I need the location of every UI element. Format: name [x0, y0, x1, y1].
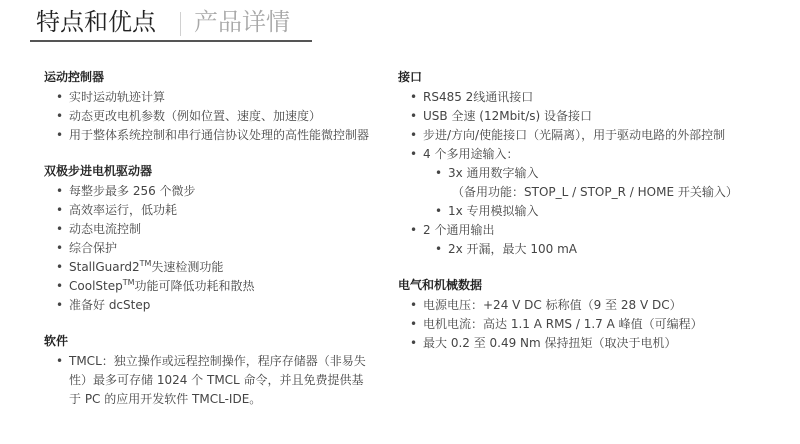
- section-title: 运动控制器: [44, 70, 105, 84]
- right-column: [398, 68, 738, 370]
- section-title: 双极步进电机驱动器: [44, 164, 153, 178]
- feature-list: [398, 296, 738, 353]
- list-item: • USB 全速 (12Mbit/s) 设备接口: [398, 107, 738, 126]
- tab-bar: [0, 0, 800, 44]
- tab-features[interactable]: 特点和优点: [36, 8, 156, 36]
- section-software: [44, 332, 374, 409]
- item-note: （备用功能：STOP_L / STOP_R / HOME 开关输入）: [452, 185, 738, 199]
- brand-name: CoolStep: [69, 279, 123, 293]
- active-tab-underline: [30, 40, 312, 42]
- list-item: • 电机电流：高达 1.1 A RMS / 1.7 A 峰值（可编程）: [398, 315, 738, 334]
- sub-list-item: • 1x 专用模拟输入: [423, 202, 738, 221]
- item-text: 3x 通用数字输入: [448, 166, 539, 180]
- feature-list: [44, 182, 374, 315]
- section-motion-controller: [44, 68, 374, 145]
- list-item: • 实时运动轨迹计算: [44, 88, 374, 107]
- feature-list: [44, 88, 374, 145]
- list-item: • 综合保护: [44, 239, 374, 258]
- list-item-stallguard: [44, 258, 374, 277]
- section-title: 软件: [44, 334, 69, 348]
- sub-list: [423, 164, 738, 221]
- item-text: 失速检测功能: [151, 260, 224, 274]
- feature-list: [44, 352, 374, 409]
- list-item-coolstep: [44, 277, 374, 296]
- section-interface: [398, 68, 738, 259]
- item-text: 功能可降低功耗和散热: [134, 279, 255, 293]
- list-item: • 准备好 dcStep: [44, 296, 374, 315]
- list-item-outputs: [398, 221, 738, 259]
- list-item: • 动态电流控制: [44, 220, 374, 239]
- list-item: • 每整步最多 256 个微步: [44, 182, 374, 201]
- brand-name: StallGuard2: [69, 260, 140, 274]
- section-title: 接口: [398, 70, 423, 84]
- list-item: • 用于整体系统控制和串行通信协议处理的高性能微控制器: [44, 126, 374, 145]
- section-title: 电气和机械数据: [398, 278, 483, 292]
- item-text: 2 个通用输出: [423, 223, 495, 237]
- tab-product-details[interactable]: 产品详情: [194, 8, 290, 36]
- trademark-mark: TM: [139, 259, 152, 268]
- trademark-mark: TM: [122, 278, 135, 287]
- list-item-inputs: [398, 145, 738, 221]
- list-item: • RS485 2线通讯接口: [398, 88, 738, 107]
- sub-list-item: • 2x 开漏，最大 100 mA: [423, 240, 738, 259]
- list-item: • 高效率运行，低功耗: [44, 201, 374, 220]
- list-item: • 动态更改电机参数（例如位置、速度、加速度）: [44, 107, 374, 126]
- tab-divider: [180, 12, 181, 36]
- item-text: 4 个多用途输入：: [423, 147, 519, 161]
- section-stepper-driver: [44, 162, 374, 315]
- feature-list: [398, 88, 738, 259]
- section-electrical-mechanical: [398, 276, 738, 353]
- list-item: • TMCL：独立操作或远程控制操作，程序存储器（非易失性）最多可存储 1024 个 TMCL 命令，并且免费提供基于 PC 的应用开发软件 TMCL-IDE。: [44, 352, 374, 409]
- sub-list: [423, 240, 738, 259]
- list-item: • 电源电压：+24 V DC 标称值（9 至 28 V DC）: [398, 296, 738, 315]
- list-item: • 步进/方向/使能接口（光隔离），用于驱动电路的外部控制: [398, 126, 738, 145]
- sub-list-item: [423, 164, 738, 202]
- left-column: [44, 68, 374, 426]
- list-item: • 最大 0.2 至 0.49 Nm 保持扭矩（取决于电机）: [398, 334, 738, 353]
